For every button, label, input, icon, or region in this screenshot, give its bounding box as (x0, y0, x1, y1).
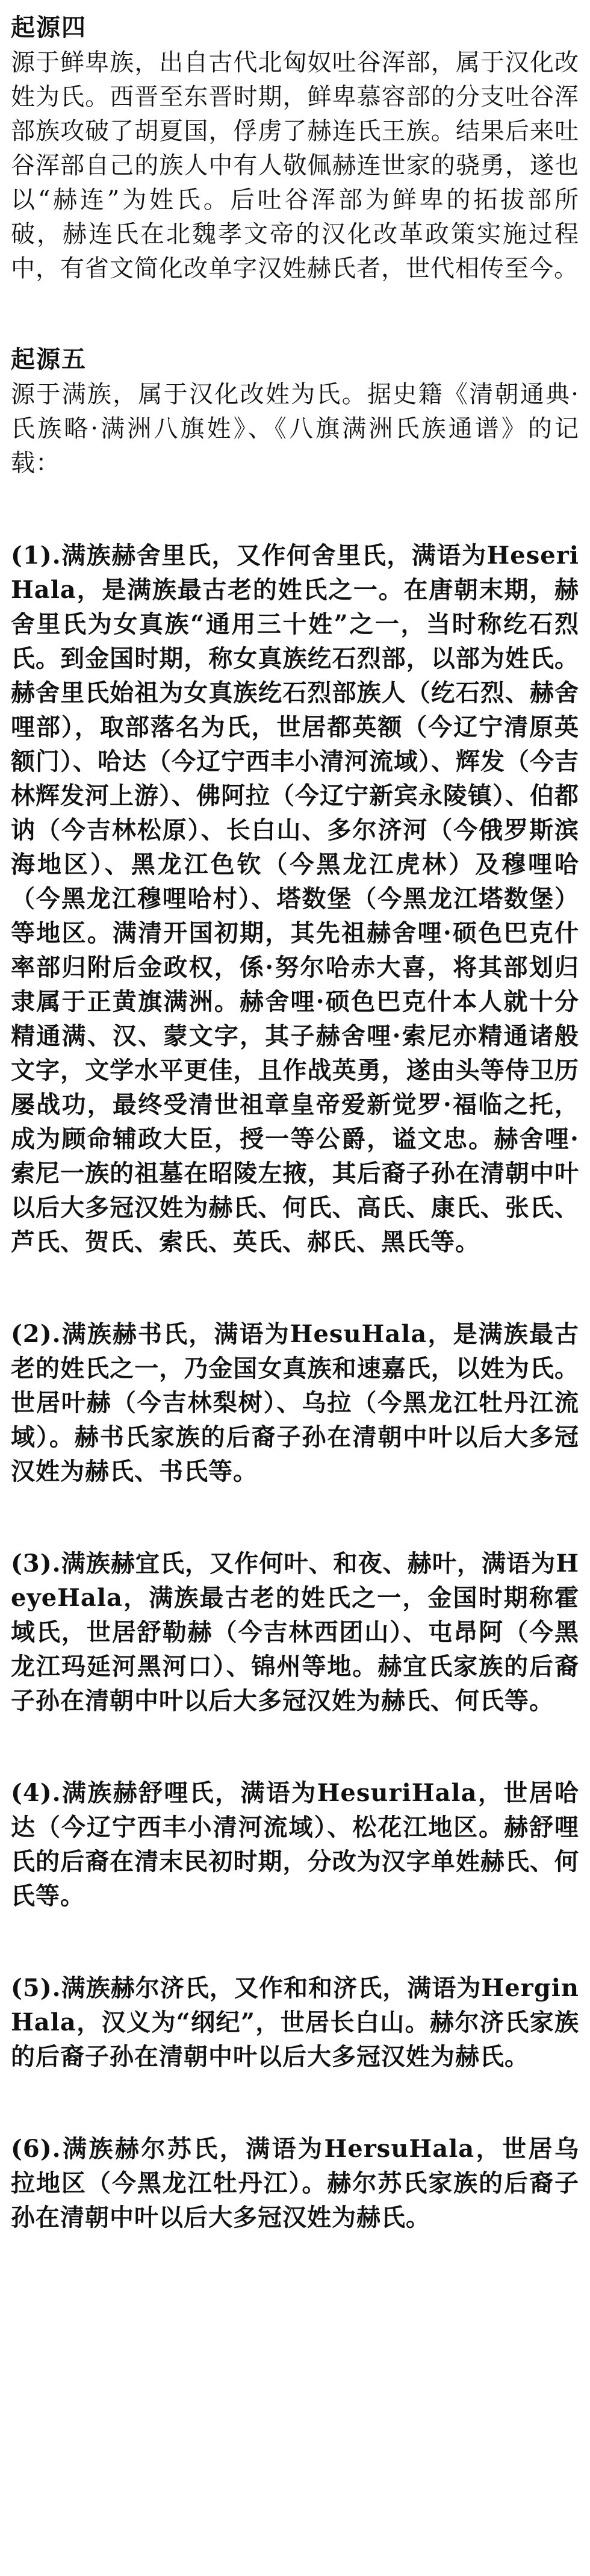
origin-4-heading: 起源四 (11, 13, 87, 42)
origin-5-heading: 起源五 (11, 345, 87, 373)
list-item (11, 1317, 579, 1489)
origin-5-intro: 源于满族，属于汉化改姓为氏。据史籍《清朝通典·氏族略·满洲八旗姓》、《八旗满洲氏族通谱》的记载： (11, 381, 579, 477)
list-item (11, 1971, 579, 2074)
list-item-text: (3).满族赫宜氏，又作何叶、和夜、赫叶，满语为HeyeHala，满族最古老的姓氏之一，金国时期称霍域氏，世居舒勒赫（今吉林西团山）、屯昂阿（今黑龙江玛延河黑河口）、锦州等地。赫宜氏家族的后裔子孙在清朝中叶以后大多冠汉姓为赫氏、何氏等。 (11, 1549, 579, 1715)
list-item (11, 538, 579, 1259)
list-item-text: (2).满族赫书氏，满语为HesuHala，是满族最古老的姓氏之一，乃金国女真族和速嘉氏，以姓为氏。世居叶赫（今吉林梨树）、乌拉（今黑龙江牡丹江流域）。赫书氏家族的后裔子孙在清朝中叶以后大多冠汉姓为赫氏、书氏等。 (11, 1320, 579, 1486)
list-item-text: (5).满族赫尔济氏，又作和和济氏，满语为HerginHala，汉义为“纲纪”，世居长白山。赫尔济氏家族的后裔子孙在清朝中叶以后大多冠汉姓为赫氏。 (11, 1974, 579, 2071)
list-item-text: (6).满族赫尔苏氏，满语为HersuHala，世居乌拉地区（今黑龙江牡丹江）。赫尔苏氏家族的后裔子孙在清朝中叶以后大多冠汉姓为赫氏。 (11, 2135, 579, 2232)
origin-4-section (11, 10, 579, 286)
list-item-text: (4).满族赫舒哩氏，满语为HesuriHala，世居哈达（今辽宁西丰小清河流域）、松花江地区。赫舒哩氏的后裔在清末民初时期，分改为汉字单姓赫氏、何氏等。 (11, 1779, 579, 1910)
origin-4-body: 源于鲜卑族，出自古代北匈奴吐谷浑部，属于汉化改姓为氏。西晋至东晋时期，鲜卑慕容部的分支吐谷浑部族攻破了胡夏国，俘虏了赫连氏王族。结果后来吐谷浑部自己的族人中有人敬佩赫连世家的骁勇，遂也以“赫连”为姓氏。后吐谷浑部为鲜卑的拓拔部所破，赫连氏在北魏孝文帝的汉化改革政策实施过程中，有省文简化改单字汉姓赫氏者，世代相传至今。 (11, 49, 579, 282)
list-item (11, 1546, 579, 1718)
list-item (11, 2132, 579, 2235)
origin-5-section (11, 341, 579, 481)
list-item (11, 1776, 579, 1913)
list-item-text: (1).满族赫舍里氏，又作何舍里氏，满语为HeseriHala，是满族最古老的姓氏之一。在唐朝末期，赫舍里氏为女真族“通用三十姓”之一，当时称纥石烈氏。到金国时期，称女真族纥石烈部，以部为姓氏。赫舍里氏始祖为女真族纥石烈部族人（纥石烈、赫舍哩部），取部落名为氏，世居都英额（今辽宁清原英额门）、哈达（今辽宁西丰小清河流域）、辉发（今吉林辉发河上游）、佛阿拉（今辽宁新宾永陵镇）、伯都讷（今吉林松原）、长白山、多尔济河（今俄罗斯滨海地区）、黑龙江色钦（今黑龙江虎林）及穆哩哈（今黑龙江穆哩哈村）、塔数堡（今黑龙江塔数堡）等地区。满清开国初期，其先祖赫舍哩·硕色巴克什率部归附后金政权，係·努尔哈赤大喜，将其部划归隶属于正黄旗满洲。赫舍哩·硕色巴克什本人就十分精通满、汉、蒙文字，其子赫舍哩·索尼亦精通诸般文字，文学水平更佳，且作战英勇，遂由头等侍卫历屡战功，最终受清世祖章皇帝爱新觉罗·福临之托，成为顾命辅政大臣，授一等公爵，谥文忠。赫舍哩·索尼一族的祖墓在昭陵左掖，其后裔子孙在清朝中叶以后大多冠汉姓为赫氏、何氏、高氏、康氏、张氏、芦氏、贺氏、索氏、英氏、郝氏、黑氏等。 (11, 541, 579, 1256)
